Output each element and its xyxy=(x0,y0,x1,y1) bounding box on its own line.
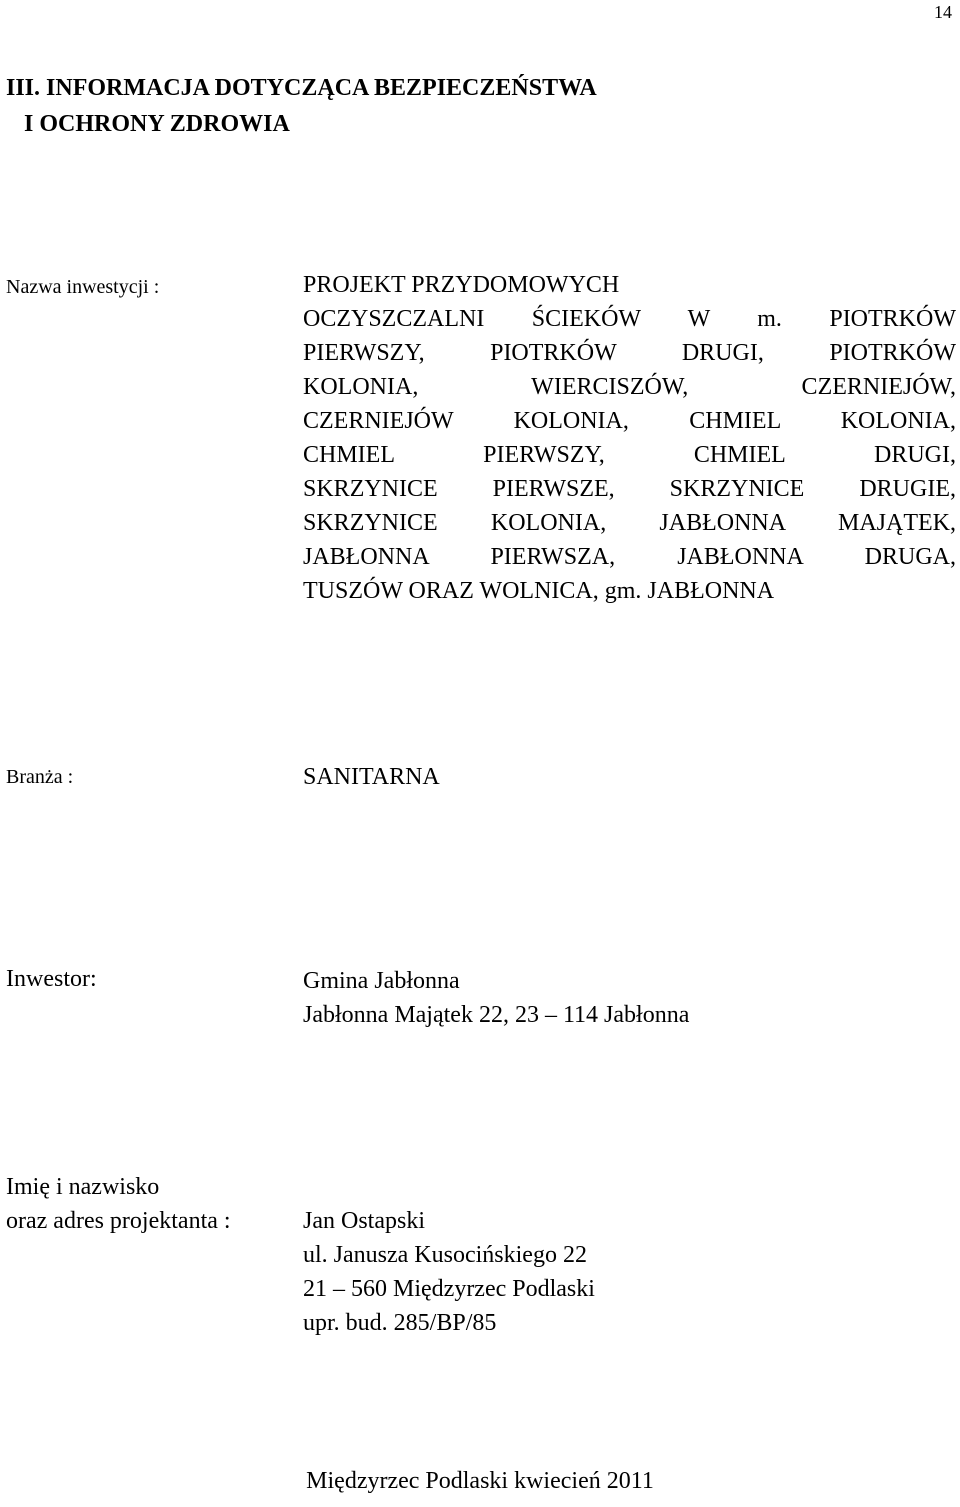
investor-details xyxy=(303,964,689,1032)
designer-label-line-2: oraz adres projektanta : xyxy=(6,1208,231,1234)
designer-label-line-1: Imię i nazwisko xyxy=(6,1174,160,1200)
investor-label: Inwestor: xyxy=(6,966,97,992)
branch-label: Branża : xyxy=(6,766,74,788)
designer-details xyxy=(303,1204,595,1340)
investment-line: KOLONIA, WIERCISZÓW, CZERNIEJÓW, xyxy=(303,374,956,400)
investment-line: PIERWSZY, PIOTRKÓW DRUGI, PIOTRKÓW xyxy=(303,340,956,366)
investor-address: Jabłonna Majątek 22, 23 – 114 Jabłonna xyxy=(303,1002,690,1028)
designer-city: 21 – 560 Międzyrzec Podlaski xyxy=(303,1276,595,1302)
page-number: 14 xyxy=(934,2,952,22)
designer-license: upr. bud. 285/BP/85 xyxy=(303,1310,497,1336)
designer-label xyxy=(6,1170,231,1238)
designer-street: ul. Janusza Kusocińskiego 22 xyxy=(303,1242,587,1268)
place-and-date: Międzyrzec Podlaski kwiecień 2011 xyxy=(306,1468,654,1494)
investment-line: TUSZÓW ORAZ WOLNICA, gm. JABŁONNA xyxy=(303,578,775,604)
investment-line: SKRZYNICE PIERWSZE, SKRZYNICE DRUGIE, xyxy=(303,476,956,502)
section-heading xyxy=(6,70,597,142)
designer-name: Jan Ostapski xyxy=(303,1208,425,1234)
branch-value: SANITARNA xyxy=(303,764,440,790)
investment-line: PROJEKT PRZYDOMOWYCH xyxy=(303,272,620,298)
investment-line: CZERNIEJÓW KOLONIA, CHMIEL KOLONIA, xyxy=(303,408,956,434)
investment-label: Nazwa inwestycji : xyxy=(6,276,160,298)
heading-line-2: I OCHRONY ZDROWIA xyxy=(24,111,290,137)
investment-line: CHMIEL PIERWSZY, CHMIEL DRUGI, xyxy=(303,442,956,468)
investor-name: Gmina Jabłonna xyxy=(303,968,460,994)
investment-line: SKRZYNICE KOLONIA, JABŁONNA MAJĄTEK, xyxy=(303,510,956,536)
heading-line-1: III. INFORMACJA DOTYCZĄCA BEZPIECZEŃSTWA xyxy=(6,75,597,101)
investment-name xyxy=(303,268,956,608)
investment-line: OCZYSZCZALNI ŚCIEKÓW W m. PIOTRKÓW xyxy=(303,306,956,332)
investment-line: JABŁONNA PIERWSZA, JABŁONNA DRUGA, xyxy=(303,544,956,570)
